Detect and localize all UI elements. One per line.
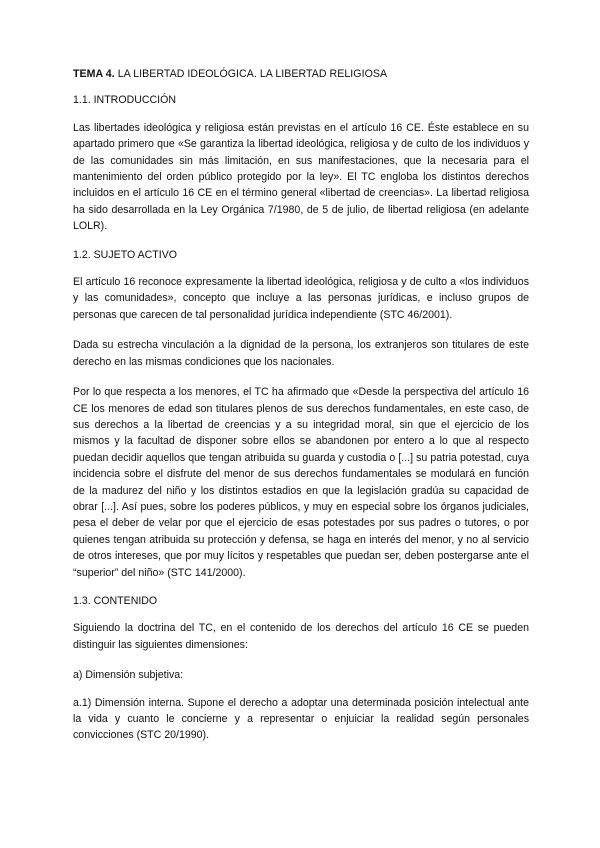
paragraph-contenido-1: Siguiendo la doctrina del TC, en el contenido de los derechos del artículo 16 CE se pueden distinguir las siguientes dimensiones: (73, 622, 529, 651)
paragraph-introduccion: Las libertades ideológica y religiosa están previstas en el artículo 16 CE. Éste establece en su apartado primero que «Se garantiza la libertad ideológica, religiosa y de culto de los individuos y de las comunidades sin más limitación, en sus manifestaciones, que la necesaria para el mantenimiento del orden público protegido por la ley». El TC engloba los distintos derechos incluidos en el artículo 16 CE en el término general «libertad de creencias». La libertad religiosa ha sido desarrollada en la Ley Orgánica 7/1980, de 5 de julio, de libertad religiosa (en adelante LOLR). (73, 121, 529, 233)
paragraph-dimension-interna: a.1) Dimensión interna. Supone el derecho a adoptar una determinada posición intelectual ante la vida y cuanto le concierne y a representar o enjuiciar la realidad según personales convicciones (STC 20/1990). (73, 696, 529, 742)
section-heading-introduccion: 1.1. INTRODUCCIÓN (73, 94, 177, 107)
paragraph-sujeto-activo-3: Por lo que respecta a los menores, el TC ha afirmado que «Desde la perspectiva del artículo 16 CE los menores de edad son titulares plenos de sus derechos fundamentales, en este caso, de sus derechos a la libertad de creencias y a su integridad moral, sin que el ejercicio de los mismos y la facultad de disponer sobre ellos se abandonen por entero a lo que al respecto puedan decidir aquellos que tengan atribuida su guarda y custodia o [...] su patria potestad, cuya incidencia sobre el disfrute del menor de sus derechos fundamentales se modulará en función de la madurez del niño y los distintos estadios en que la legislación gradúa su capacidad de obrar [...]. Así pues, sobre los poderes públicos, y muy en especial sobre los órganos judiciales, pesa el deber de velar por que el ejercicio de esas potestades por sus padres o tutores, o por quienes tengan atribuida su protección y defensa, se haga en interés del menor, y no al servicio de otros intereses, que por muy lícitos y respetables que puedan ser, deben postergarse ante el “superior” del niño» (STC 141/2000). (73, 386, 529, 579)
document-title (73, 66, 529, 82)
title-text: LA LIBERTAD IDEOLÓGICA. LA LIBERTAD RELIGIOSA (114, 68, 388, 80)
title-number: TEMA 4. (73, 68, 115, 80)
section-heading-sujeto-activo: 1.2. SUJETO ACTIVO (73, 248, 178, 261)
paragraph-sujeto-activo-2: Dada su estrecha vinculación a la dignidad de la persona, los extranjeros son titulares de este derecho en las mismas condiciones que los nacionales. (73, 339, 529, 368)
paragraph-sujeto-activo-1: El artículo 16 reconoce expresamente la libertad ideológica, religiosa y de culto a «los individuos y las comunidades», concepto que incluye a las personas jurídicas, e incluso grupos de personas que carecen de tal personalidad jurídica independiente (STC 46/2001). (73, 276, 529, 321)
subheading-dimension-subjetiva: a) Dimensión subjetiva: (73, 669, 184, 682)
section-heading-contenido: 1.3. CONTENIDO (73, 594, 158, 607)
